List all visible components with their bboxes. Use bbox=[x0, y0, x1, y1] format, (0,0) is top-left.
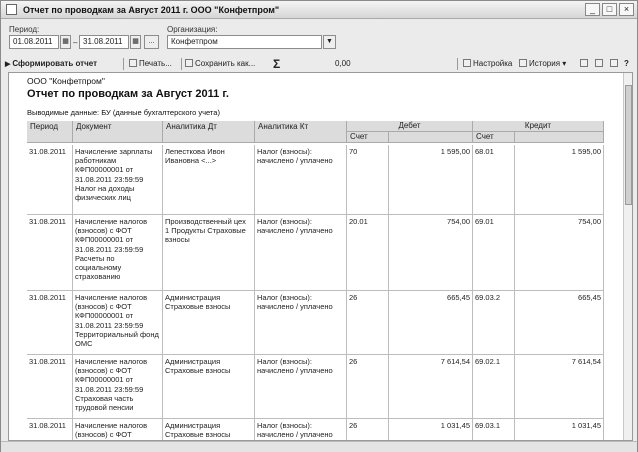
cell-dt-account: 20.01 bbox=[347, 215, 389, 290]
close-button[interactable]: × bbox=[619, 3, 634, 16]
table-row[interactable] bbox=[27, 291, 604, 355]
cell-dt-amount: 7 614,54 bbox=[389, 355, 473, 418]
cell-analytics-dt: Администрация Страховые взносы bbox=[163, 419, 255, 441]
cell-dt-amount: 1 595,00 bbox=[389, 145, 473, 214]
title-bar bbox=[1, 1, 637, 19]
cell-period: 31.08.2011 bbox=[27, 145, 73, 214]
cell-dt-account: 26 bbox=[347, 355, 389, 418]
header-analytics-kt: Аналитика Кт bbox=[255, 121, 347, 143]
columns-icon[interactable] bbox=[580, 57, 590, 71]
header-debit-account: Счет bbox=[347, 132, 389, 143]
cell-kt-account: 68.01 bbox=[473, 145, 515, 214]
cell-analytics-kt: Налог (взносы): начислено / уплачено bbox=[255, 419, 347, 441]
printer-icon bbox=[129, 59, 137, 67]
cell-analytics-dt: Администрация Страховые взносы bbox=[163, 355, 255, 418]
cell-kt-account: 69.01 bbox=[473, 215, 515, 290]
sum-icon[interactable]: Σ bbox=[273, 57, 281, 71]
cell-analytics-dt: Лепесткова Ивон Ивановна <...> bbox=[163, 145, 255, 214]
print-label: Печать... bbox=[139, 59, 172, 68]
date-to-input[interactable]: 31.08.2011 bbox=[79, 35, 129, 49]
cell-kt-amount: 1 595,00 bbox=[515, 145, 604, 214]
table-row[interactable] bbox=[27, 419, 604, 441]
report-sheet[interactable] bbox=[8, 72, 633, 441]
header-debit-amount bbox=[389, 132, 473, 143]
cell-dt-amount: 754,00 bbox=[389, 215, 473, 290]
cell-kt-amount: 754,00 bbox=[515, 215, 604, 290]
header-period: Период bbox=[27, 121, 73, 143]
help-icon[interactable]: ? bbox=[624, 59, 629, 68]
save-as-button[interactable] bbox=[185, 57, 255, 71]
report-title: Отчет по проводкам за Август 2011 г. bbox=[27, 88, 229, 100]
cell-document: Начисление налогов (взносов) с ФОТ КФП00000001 от 31.08.2011 23:59:59 Территориальный фонд ОМС bbox=[73, 291, 163, 354]
chevron-down-icon[interactable]: ▼ bbox=[323, 35, 336, 49]
vertical-scrollbar[interactable] bbox=[623, 73, 633, 440]
cell-kt-account: 69.03.1 bbox=[473, 419, 515, 441]
save-icon bbox=[185, 59, 193, 67]
history-icon bbox=[519, 59, 527, 67]
cell-analytics-dt: Производственный цех 1 Продукты Страховые взносы bbox=[163, 215, 255, 290]
report-data-source: Выводимые данные: БУ (данные бухгалтерского учета) bbox=[27, 108, 220, 117]
cell-analytics-kt: Налог (взносы): начислено / уплачено bbox=[255, 355, 347, 418]
history-label: История bbox=[529, 59, 561, 68]
table-row[interactable] bbox=[27, 355, 604, 419]
cell-period: 31.08.2011 bbox=[27, 419, 73, 441]
cell-analytics-kt: Налог (взносы): начислено / уплачено bbox=[255, 291, 347, 354]
cell-kt-amount: 665,45 bbox=[515, 291, 604, 354]
table-row[interactable] bbox=[27, 145, 604, 215]
cell-period: 31.08.2011 bbox=[27, 215, 73, 290]
cell-analytics-kt: Налог (взносы): начислено / уплачено bbox=[255, 215, 347, 290]
toolbar-separator bbox=[457, 58, 458, 70]
history-button[interactable]: История ▾ bbox=[519, 57, 566, 71]
calendar-icon[interactable]: ▦ bbox=[130, 35, 141, 49]
header-analytics-dt: Аналитика Дт bbox=[163, 121, 255, 143]
window-icon bbox=[6, 4, 17, 15]
cell-kt-account: 69.03.2 bbox=[473, 291, 515, 354]
cell-dt-amount: 665,45 bbox=[389, 291, 473, 354]
menu-icon[interactable] bbox=[610, 57, 620, 71]
date-from-input[interactable]: 01.08.2011 bbox=[9, 35, 59, 49]
cell-dt-amount: 1 031,45 bbox=[389, 419, 473, 441]
table-row[interactable] bbox=[27, 215, 604, 291]
cell-kt-account: 69.02.1 bbox=[473, 355, 515, 418]
org-label: Организация: bbox=[167, 25, 218, 34]
toolbar-separator bbox=[181, 58, 182, 70]
scrollbar-thumb[interactable] bbox=[625, 85, 632, 205]
settings-button[interactable] bbox=[463, 57, 512, 71]
generate-report-label: Сформировать отчет bbox=[12, 59, 98, 68]
cell-dt-account: 70 bbox=[347, 145, 389, 214]
cell-dt-account: 26 bbox=[347, 419, 389, 441]
sum-value: 0,00 bbox=[335, 59, 351, 68]
period-select-button[interactable]: ... bbox=[144, 35, 159, 49]
header-credit-account: Счет bbox=[473, 132, 515, 143]
header-document: Документ bbox=[73, 121, 163, 143]
cell-document: Начисление налогов (взносов) с ФОТ КФП00000001 от 31.08.2011 23:59:59 Страховая часть трудовой пенсии bbox=[73, 355, 163, 418]
generate-report-button[interactable]: ▶ Сформировать отчет bbox=[5, 59, 98, 68]
cell-dt-account: 26 bbox=[347, 291, 389, 354]
period-label: Период: bbox=[9, 25, 40, 34]
maximize-button[interactable]: □ bbox=[602, 3, 617, 16]
header-debit: Дебет bbox=[347, 121, 473, 132]
cell-analytics-dt: Администрация Страховые взносы bbox=[163, 291, 255, 354]
save-as-label: Сохранить как... bbox=[195, 59, 256, 68]
settings-label: Настройка bbox=[473, 59, 513, 68]
pin-icon[interactable] bbox=[595, 57, 605, 71]
period-dash: – bbox=[73, 38, 78, 47]
header-credit: Кредит bbox=[473, 121, 604, 132]
report-org: ООО "Конфетпром" bbox=[27, 76, 105, 86]
cell-kt-amount: 7 614,54 bbox=[515, 355, 604, 418]
cell-kt-amount: 1 031,45 bbox=[515, 419, 604, 441]
cell-document: Начисление налогов (взносов) с ФОТ bbox=[73, 419, 163, 441]
minimize-button[interactable]: _ bbox=[585, 3, 600, 16]
toolbar bbox=[5, 57, 635, 71]
header-credit-amount bbox=[515, 132, 604, 143]
calendar-icon[interactable]: ▦ bbox=[60, 35, 71, 49]
cell-document: Начисление налогов (взносов) с ФОТ КФП00000001 от 31.08.2011 23:59:59 Расчеты по социальному страхованию bbox=[73, 215, 163, 290]
cell-period: 31.08.2011 bbox=[27, 355, 73, 418]
window-title: Отчет по проводкам за Август 2011 г. ООО "Конфетпром" bbox=[23, 5, 280, 15]
status-bar bbox=[1, 441, 637, 452]
cell-document: Начисление зарплаты работникам КФП00000001 от 31.08.2011 23:59:59 Налог на доходы физических лиц bbox=[73, 145, 163, 214]
cell-analytics-kt: Налог (взносы): начислено / уплачено bbox=[255, 145, 347, 214]
settings-icon bbox=[463, 59, 471, 67]
cell-period: 31.08.2011 bbox=[27, 291, 73, 354]
print-button[interactable] bbox=[129, 57, 172, 71]
toolbar-separator bbox=[123, 58, 124, 70]
org-select[interactable]: Конфетпром bbox=[167, 35, 322, 49]
